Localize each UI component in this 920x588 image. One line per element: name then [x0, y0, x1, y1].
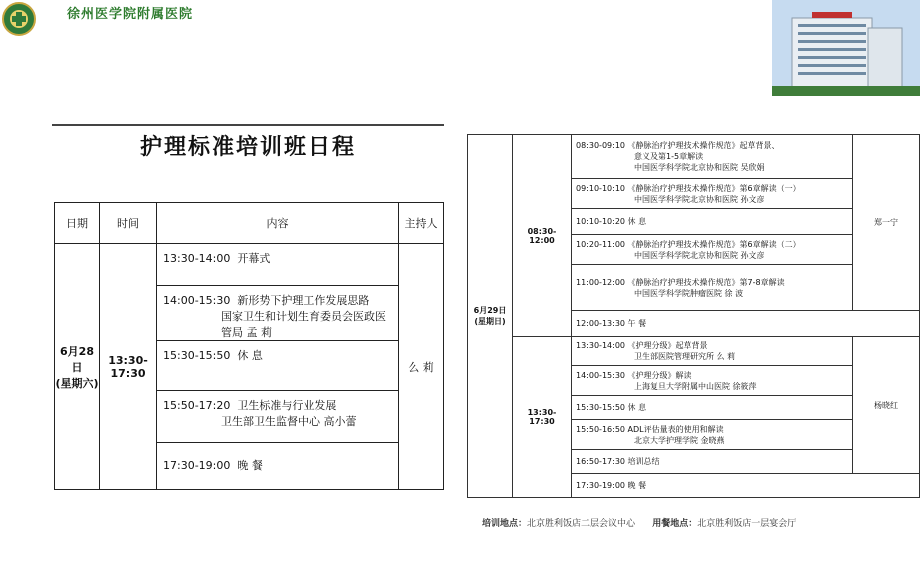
- list-item: 17:30-19:00 晚 餐: [163, 459, 263, 472]
- table-row: 16:50-17:30 培训总结: [572, 450, 853, 474]
- table-row: 14:00-15:30 《护理分级》解读 上海复旦大学附属中山医院 徐筱萍: [572, 366, 853, 396]
- left-time-cell: 13:30-17:30: [100, 244, 157, 490]
- left-content-cell: [157, 244, 399, 490]
- list-item: 15:50-17:20 卫生标准与行业发展 卫生部卫生监督中心 高小蕾: [157, 391, 398, 443]
- left-schedule-title: 护理标准培训班日程: [52, 124, 444, 161]
- table-row: 12:00-13:30 午 餐: [572, 311, 920, 337]
- left-date-cell: 6月28日 (星期六): [55, 244, 100, 490]
- table-row: 17:30-19:00 晚 餐: [572, 474, 920, 498]
- afternoon-time-cell: 13:30-17:30: [513, 337, 572, 498]
- col-host-header: 主持人: [399, 203, 444, 244]
- venue-footer: 培训地点：北京胜利饭店二层会议中心 用餐地点：北京胜利饭店一层宴会厅: [482, 519, 797, 529]
- hospital-name: 徐州医学院附属医院: [66, 7, 193, 22]
- table-row: 10:20-11:00 《静脉治疗护理技术操作规范》第6章解读（二） 中国医学科学院北京协和医院 孙文彦: [572, 235, 853, 265]
- list-item: 14:00-15:30 新形势下护理工作发展思路 国家卫生和计划生育委员会医政医管局 孟 莉: [157, 286, 398, 341]
- morning-host-cell: 郑一宁: [853, 135, 920, 311]
- table-row: 10:10-10:20 休 息: [572, 209, 853, 235]
- table-row: 15:50-16:50 ADL评估量表的使用和解读 北京大学护理学院 金晓燕: [572, 420, 853, 450]
- hospital-building-photo: [772, 0, 920, 96]
- list-item: 15:30-15:50 休 息: [157, 341, 398, 391]
- col-date-header: 日期: [55, 203, 100, 244]
- right-schedule-table: [467, 134, 920, 498]
- left-schedule-table: [54, 202, 444, 490]
- table-row: 15:30-15:50 休 息: [572, 396, 853, 420]
- list-item: 13:30-14:00 开幕式: [157, 244, 398, 286]
- table-row: 08:30-09:10 《静脉治疗护理技术操作规范》起草背景、 意义及第1-5章解读 中国医学科学院北京协和医院 吴欣娟: [572, 135, 853, 179]
- left-host-cell: 么 莉: [399, 244, 444, 490]
- table-row: 11:00-12:00 《静脉治疗护理技术操作规范》第7-8章解读 中国医学科学院肿瘤医院 徐 波: [572, 265, 853, 311]
- table-row: 09:10-10:10 《静脉治疗护理技术操作规范》第6章解读（一） 中国医学科学院北京协和医院 孙文彦: [572, 179, 853, 209]
- morning-time-cell: 08:30-12:00: [513, 135, 572, 337]
- table-row: 13:30-14:00 《护理分级》起草背景 卫生部医院管理研究所 么 莉: [572, 337, 853, 366]
- right-date-cell: 6月29日 (星期日): [468, 135, 513, 498]
- col-time-header: 时间: [100, 203, 157, 244]
- afternoon-host-cell: 杨晓红: [853, 337, 920, 474]
- hospital-logo: [2, 2, 36, 36]
- col-content-header: 内容: [157, 203, 399, 244]
